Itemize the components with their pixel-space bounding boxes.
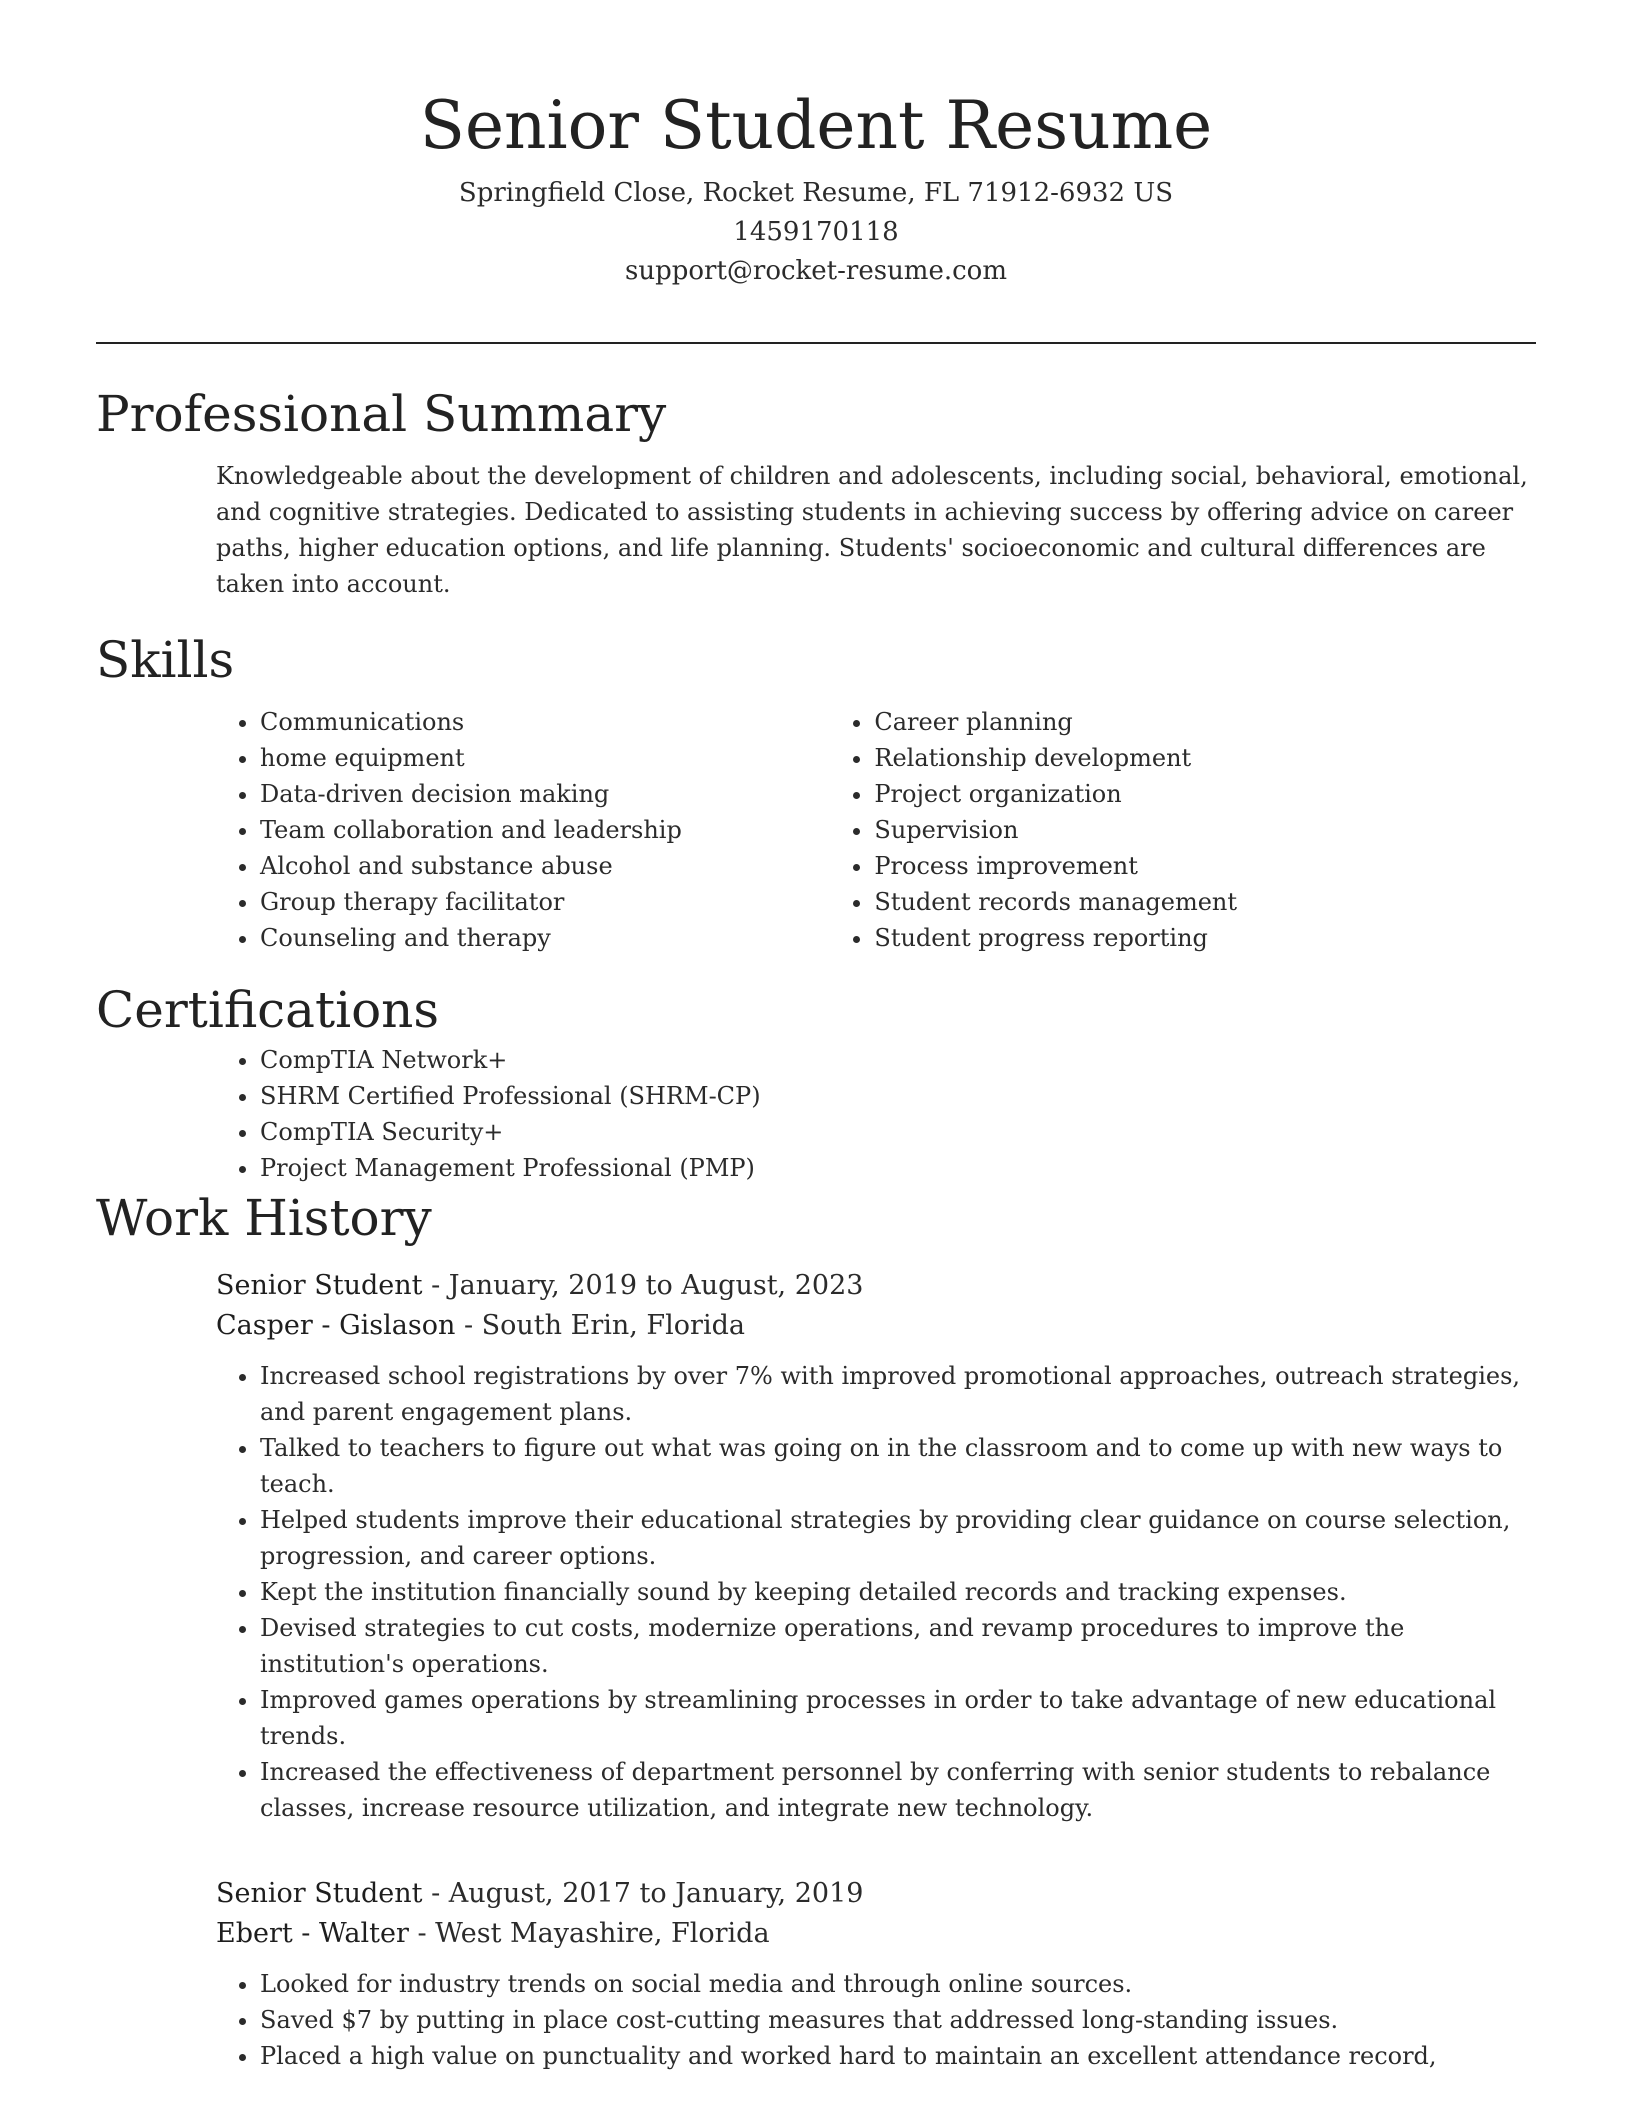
skill-item: • Team collaboration and leadership	[260, 812, 874, 848]
section-title-summary: Professional Summary	[96, 385, 667, 443]
skill-item: • Group therapy facilitator	[260, 884, 874, 920]
section-title-work-history: Work History	[96, 1189, 432, 1247]
skill-item: • Student records management	[874, 884, 1536, 920]
resume-title: Senior Student Resume	[419, 87, 1213, 164]
skills-section	[96, 628, 1536, 956]
summary-text: Knowledgeable about the development of children and adolescents, including social, behavioral, emotional, and cognitive strategies. Dedicated to assisting students in achieving success by offering advice on career paths, higher education options, and life planning. Students' socioeconomic and cultural differences are taken into account.	[216, 462, 1528, 598]
skills-list-left	[96, 704, 874, 956]
work-history-section	[96, 1186, 1536, 2074]
job-company-line	[216, 1914, 1536, 1954]
job-entry	[96, 1266, 1536, 1826]
job-location: - West Mayashire, Florida	[408, 1918, 770, 1949]
skills-list-right	[874, 704, 1536, 956]
skill-item: • Career planning	[874, 704, 1536, 740]
certification-item: • SHRM Certified Professional (SHRM-CP)	[260, 1078, 1536, 1114]
job-bullet: • Placed a high value on punctuality and worked hard to maintain an excellent attendance record,	[260, 2038, 1536, 2074]
job-bullet: • Kept the institution financially sound by keeping detailed records and tracking expenses.	[260, 1574, 1536, 1610]
certification-item: • CompTIA Network+	[260, 1042, 1536, 1078]
job-bullet: • Saved $7 by putting in place cost-cutting measures that addressed long-standing issues.	[260, 2002, 1536, 2038]
job-bullet: • Helped students improve their educational strategies by providing clear guidance on course selection, progression, and career options.	[260, 1502, 1536, 1574]
email: support@rocket-resume.com	[624, 256, 1007, 286]
job-company-line	[216, 1306, 1536, 1346]
job-title-line	[216, 1874, 1536, 1914]
skill-item: • Counseling and therapy	[260, 920, 874, 956]
certifications-section	[96, 978, 1536, 1186]
job-bullet: • Improved games operations by streamlining processes in order to take advantage of new educational trends.	[260, 1682, 1536, 1754]
skill-item: • home equipment	[260, 740, 874, 776]
summary-section	[96, 382, 1536, 602]
job-bullet: • Devised strategies to cut costs, modernize operations, and revamp procedures to improve the institution's operations.	[260, 1610, 1536, 1682]
skill-item: • Data-driven decision making	[260, 776, 874, 812]
phone: 1459170118	[733, 217, 899, 247]
header-divider	[96, 342, 1536, 344]
job-location: - South Erin, Florida	[455, 1310, 745, 1341]
certification-item: • Project Management Professional (PMP)	[260, 1150, 1536, 1186]
skill-item: • Relationship development	[874, 740, 1536, 776]
skill-item: • Communications	[260, 704, 874, 740]
resume-header	[96, 78, 1536, 291]
job-company: Casper - Gislason	[216, 1310, 456, 1341]
job-bullets	[96, 1966, 1536, 2074]
job-dates: - August, 2017 to January, 2019	[422, 1878, 864, 1909]
skill-item: • Student progress reporting	[874, 920, 1536, 956]
skill-item: • Project organization	[874, 776, 1536, 812]
job-bullet: • Talked to teachers to figure out what was going on in the classroom and to come up with new ways to teach.	[260, 1430, 1536, 1502]
job-bullets	[96, 1358, 1536, 1826]
contact-info	[96, 174, 1536, 291]
section-title-skills: Skills	[96, 631, 235, 689]
job-title-line	[216, 1266, 1536, 1306]
job-company: Ebert - Walter	[216, 1918, 409, 1949]
certification-item: • CompTIA Security+	[260, 1114, 1536, 1150]
job-role: Senior Student	[216, 1270, 423, 1301]
job-bullet: • Looked for industry trends on social media and through online sources.	[260, 1966, 1536, 2002]
job-bullet: • Increased the effectiveness of department personnel by conferring with senior students to rebalance classes, increase resource utilization, and integrate new technology.	[260, 1754, 1536, 1826]
job-entry	[96, 1874, 1536, 2074]
certifications-list	[96, 1042, 1536, 1186]
job-dates: - January, 2019 to August, 2023	[422, 1270, 864, 1301]
job-role: Senior Student	[216, 1878, 423, 1909]
resume-body	[96, 382, 1536, 2074]
section-title-certifications: Certifications	[96, 981, 440, 1039]
skill-item: • Alcohol and substance abuse	[260, 848, 874, 884]
skill-item: • Supervision	[874, 812, 1536, 848]
address: Springfield Close, Rocket Resume, FL 71912-6932 US	[458, 178, 1174, 208]
skill-item: • Process improvement	[874, 848, 1536, 884]
skills-grid	[96, 704, 1536, 956]
job-bullet: • Increased school registrations by over 7% with improved promotional approaches, outreach strategies, and parent engagement plans.	[260, 1358, 1536, 1430]
